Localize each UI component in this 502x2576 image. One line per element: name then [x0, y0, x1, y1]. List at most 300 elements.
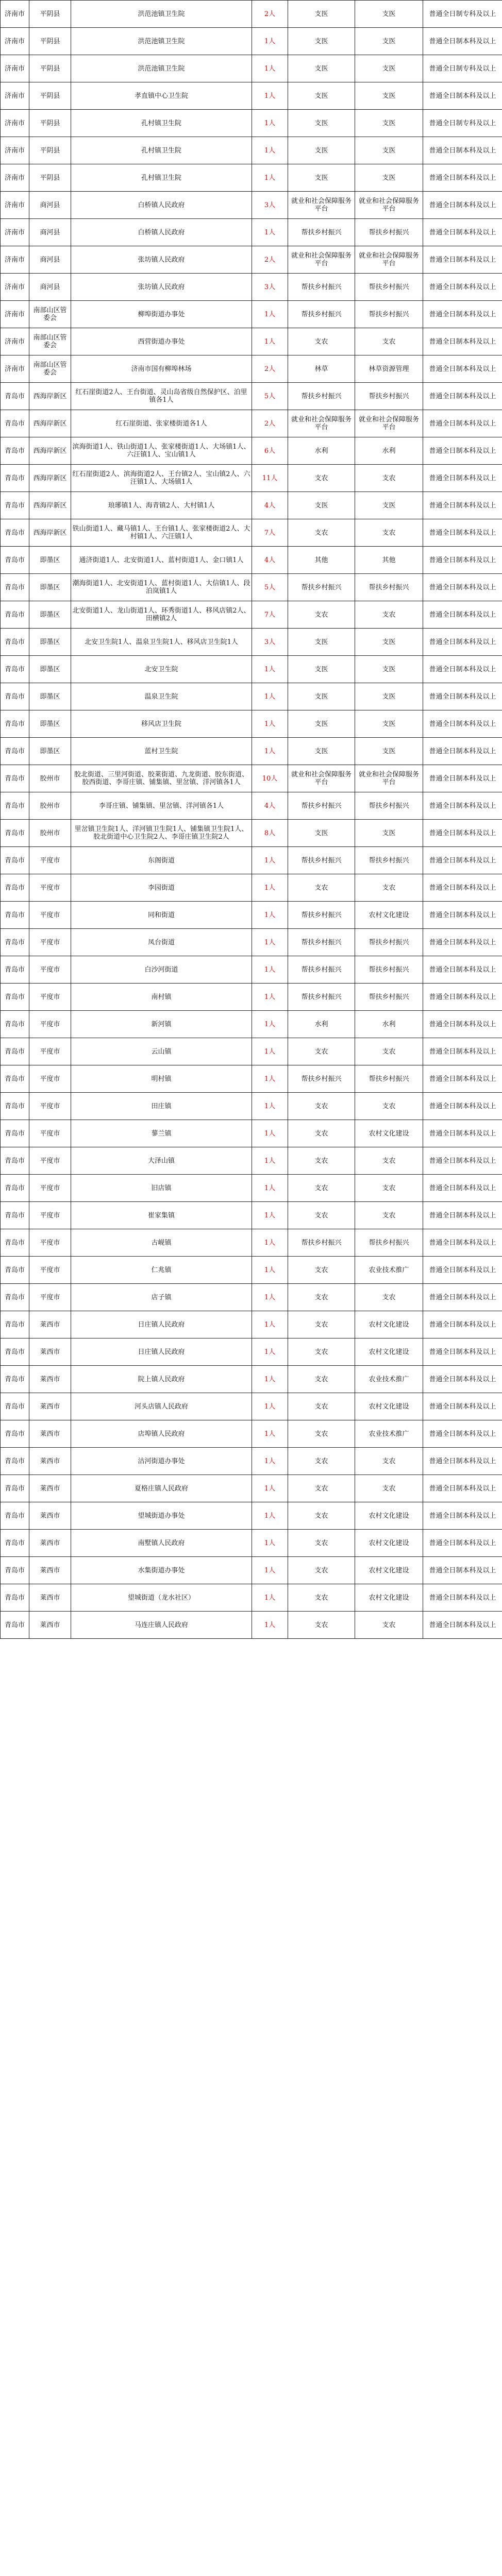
- county-cell: 即墨区: [29, 656, 71, 683]
- city-cell: 青岛市: [1, 1612, 29, 1639]
- unit-cell: 铁山街道1人、藏马镇1人、王台镇1人、张家楼街道2人、大村镇1人、六汪镇1人: [71, 519, 252, 547]
- county-cell: 平度市: [29, 847, 71, 874]
- category-cell: 支农: [288, 1584, 355, 1612]
- city-cell: 青岛市: [1, 738, 29, 765]
- table-row: [1, 1502, 502, 1530]
- table-row: [1, 1284, 502, 1311]
- position-cell: 支医: [355, 137, 423, 164]
- count-cell: 1人: [252, 1557, 288, 1584]
- position-cell: 帮扶乡村振兴: [355, 1229, 423, 1257]
- county-cell: 西海岸新区: [29, 492, 71, 519]
- category-cell: 支医: [288, 492, 355, 519]
- position-cell: 就业和社会保障服务平台: [355, 765, 423, 792]
- position-cell: 帮扶乡村振兴: [355, 956, 423, 984]
- table-row: [1, 874, 502, 902]
- category-cell: 支农: [288, 1311, 355, 1338]
- city-cell: 青岛市: [1, 847, 29, 874]
- education-cell: 普通全日制本科及以上: [423, 629, 502, 656]
- table-row: [1, 1393, 502, 1420]
- city-cell: 青岛市: [1, 1120, 29, 1147]
- unit-cell: 西营街道办事处: [71, 328, 252, 355]
- category-cell: 支医: [288, 1, 355, 28]
- unit-cell: 潮海街道1人、北安街道1人、蓝村街道1人、大信镇1人、段泊岚镇1人: [71, 574, 252, 601]
- category-cell: 支医: [288, 683, 355, 710]
- county-cell: 平度市: [29, 874, 71, 902]
- position-cell: 就业和社会保障服务平台: [355, 410, 423, 437]
- count-cell: 1人: [252, 874, 288, 902]
- table-row: [1, 519, 502, 547]
- education-cell: 普通全日制本科及以上: [423, 1475, 502, 1502]
- county-cell: 即墨区: [29, 574, 71, 601]
- unit-cell: 田庄镇: [71, 1093, 252, 1120]
- position-cell: 农村文化建设: [355, 1530, 423, 1557]
- position-cell: 支农: [355, 1147, 423, 1175]
- position-cell: 支农: [355, 328, 423, 355]
- position-cell: 就业和社会保障服务平台: [355, 192, 423, 219]
- county-cell: 平度市: [29, 1093, 71, 1120]
- position-cell: 农村文化建设: [355, 1584, 423, 1612]
- unit-cell: 云山镇: [71, 1038, 252, 1065]
- education-cell: 普通全日制本科及以上: [423, 1257, 502, 1284]
- category-cell: 支医: [288, 710, 355, 738]
- unit-cell: 李园街道: [71, 874, 252, 902]
- unit-cell: 新河镇: [71, 1011, 252, 1038]
- category-cell: 支医: [288, 164, 355, 192]
- category-cell: 支医: [288, 55, 355, 82]
- count-cell: 1人: [252, 328, 288, 355]
- unit-cell: 孔村镇卫生院: [71, 137, 252, 164]
- county-cell: 即墨区: [29, 629, 71, 656]
- category-cell: 就业和社会保障服务平台: [288, 410, 355, 437]
- category-cell: 支农: [288, 519, 355, 547]
- city-cell: 青岛市: [1, 410, 29, 437]
- count-cell: 4人: [252, 792, 288, 820]
- category-cell: 支农: [288, 1530, 355, 1557]
- position-cell: 支医: [355, 1, 423, 28]
- count-cell: 1人: [252, 110, 288, 137]
- education-cell: 普通全日制本科及以上: [423, 1038, 502, 1065]
- position-cell: 支农: [355, 601, 423, 629]
- education-cell: 普通全日制本科及以上: [423, 1584, 502, 1612]
- city-cell: 青岛市: [1, 1093, 29, 1120]
- education-cell: 普通全日制本科及以上: [423, 274, 502, 301]
- unit-cell: 夏格庄镇人民政府: [71, 1475, 252, 1502]
- count-cell: 1人: [252, 1011, 288, 1038]
- unit-cell: 明村镇: [71, 1065, 252, 1093]
- county-cell: 莱西市: [29, 1420, 71, 1448]
- education-cell: 普通全日制本科及以上: [423, 1393, 502, 1420]
- unit-cell: 仁兆镇: [71, 1257, 252, 1284]
- position-cell: 帮扶乡村振兴: [355, 984, 423, 1011]
- count-cell: 1人: [252, 1420, 288, 1448]
- category-cell: 支医: [288, 738, 355, 765]
- count-cell: 1人: [252, 738, 288, 765]
- position-cell: 其他: [355, 547, 423, 574]
- table-row: [1, 328, 502, 355]
- table-row: [1, 1338, 502, 1366]
- education-cell: 普通全日制本科及以上: [423, 547, 502, 574]
- unit-cell: 望城街道办事处: [71, 1502, 252, 1530]
- city-cell: 青岛市: [1, 1420, 29, 1448]
- unit-cell: 东阁街道: [71, 847, 252, 874]
- category-cell: 就业和社会保障服务平台: [288, 765, 355, 792]
- city-cell: 青岛市: [1, 465, 29, 492]
- category-cell: 支农: [288, 1093, 355, 1120]
- category-cell: 支农: [288, 1175, 355, 1202]
- city-cell: 青岛市: [1, 1311, 29, 1338]
- unit-cell: 红石崖街道2人、滨海街道2人、王台镇2人、宝山镇2人、六汪镇1人、大场镇1人: [71, 465, 252, 492]
- unit-cell: 张坊镇人民政府: [71, 274, 252, 301]
- count-cell: 1人: [252, 1229, 288, 1257]
- county-cell: 莱西市: [29, 1502, 71, 1530]
- category-cell: 水利: [288, 1011, 355, 1038]
- education-cell: 普通全日制本科及以上: [423, 246, 502, 274]
- city-cell: 青岛市: [1, 929, 29, 956]
- table-row: [1, 1011, 502, 1038]
- position-cell: 农村文化建设: [355, 1393, 423, 1420]
- position-cell: 帮扶乡村振兴: [355, 383, 423, 410]
- count-cell: 1人: [252, 137, 288, 164]
- education-cell: 普通全日制本科及以上: [423, 710, 502, 738]
- unit-cell: 北安卫生院1人、温泉卫生院1人、移风店卫生院1人: [71, 629, 252, 656]
- education-cell: 普通全日制本科及以上: [423, 383, 502, 410]
- table-row: [1, 219, 502, 246]
- unit-cell: 河头店镇人民政府: [71, 1393, 252, 1420]
- table-row: [1, 355, 502, 383]
- city-cell: 青岛市: [1, 383, 29, 410]
- unit-cell: 红石崖街道、张家楼街道各1人: [71, 410, 252, 437]
- category-cell: 帮扶乡村振兴: [288, 383, 355, 410]
- count-cell: 8人: [252, 820, 288, 847]
- unit-cell: 张坊镇人民政府: [71, 246, 252, 274]
- county-cell: 胶州市: [29, 792, 71, 820]
- table-row: [1, 902, 502, 929]
- county-cell: 即墨区: [29, 601, 71, 629]
- education-cell: 普通全日制本科及以上: [423, 137, 502, 164]
- city-cell: 青岛市: [1, 629, 29, 656]
- position-cell: 支医: [355, 55, 423, 82]
- unit-cell: 孔村镇卫生院: [71, 164, 252, 192]
- city-cell: 济南市: [1, 1, 29, 28]
- city-cell: 青岛市: [1, 1284, 29, 1311]
- table-row: [1, 792, 502, 820]
- position-cell: 支农: [355, 1175, 423, 1202]
- count-cell: 1人: [252, 1038, 288, 1065]
- county-cell: 南部山区管委会: [29, 301, 71, 328]
- education-cell: 普通全日制本科及以上: [423, 574, 502, 601]
- position-cell: 支农: [355, 1612, 423, 1639]
- table-row: [1, 110, 502, 137]
- unit-cell: 崔家集镇: [71, 1202, 252, 1229]
- position-cell: 农村文化建设: [355, 1120, 423, 1147]
- unit-cell: 白桥镇人民政府: [71, 219, 252, 246]
- unit-cell: 日庄镇人民政府: [71, 1311, 252, 1338]
- category-cell: 支农: [288, 1612, 355, 1639]
- county-cell: 莱西市: [29, 1311, 71, 1338]
- count-cell: 1人: [252, 1338, 288, 1366]
- category-cell: 支农: [288, 1338, 355, 1366]
- count-cell: 1人: [252, 1393, 288, 1420]
- county-cell: 平度市: [29, 1147, 71, 1175]
- county-cell: 即墨区: [29, 683, 71, 710]
- education-cell: 普通全日制本科及以上: [423, 1011, 502, 1038]
- city-cell: 济南市: [1, 137, 29, 164]
- city-cell: 青岛市: [1, 1038, 29, 1065]
- count-cell: 6人: [252, 437, 288, 465]
- table-row: [1, 492, 502, 519]
- category-cell: 帮扶乡村振兴: [288, 1229, 355, 1257]
- city-cell: 青岛市: [1, 1229, 29, 1257]
- count-cell: 2人: [252, 246, 288, 274]
- unit-cell: 琅琊镇1人、海青镇2人、大村镇1人: [71, 492, 252, 519]
- table-row: [1, 1, 502, 28]
- position-cell: 支农: [355, 1202, 423, 1229]
- count-cell: 1人: [252, 956, 288, 984]
- unit-cell: 望城街道（龙水社区）: [71, 1584, 252, 1612]
- county-cell: 西海岸新区: [29, 437, 71, 465]
- position-cell: 农业技术推广: [355, 1257, 423, 1284]
- category-cell: 支农: [288, 1202, 355, 1229]
- category-cell: 支医: [288, 137, 355, 164]
- count-cell: 1人: [252, 1530, 288, 1557]
- unit-cell: 白桥镇人民政府: [71, 192, 252, 219]
- county-cell: 平阴县: [29, 1, 71, 28]
- table-row: [1, 137, 502, 164]
- position-cell: 农村文化建设: [355, 1557, 423, 1584]
- count-cell: 1人: [252, 1366, 288, 1393]
- count-cell: 1人: [252, 1311, 288, 1338]
- county-cell: 胶州市: [29, 820, 71, 847]
- education-cell: 普通全日制本科及以上: [423, 301, 502, 328]
- count-cell: 1人: [252, 55, 288, 82]
- position-cell: 支医: [355, 110, 423, 137]
- position-cell: 帮扶乡村振兴: [355, 847, 423, 874]
- city-cell: 青岛市: [1, 1557, 29, 1584]
- city-cell: 青岛市: [1, 683, 29, 710]
- unit-cell: 济南市国有柳埠林场: [71, 355, 252, 383]
- category-cell: 帮扶乡村振兴: [288, 301, 355, 328]
- count-cell: 4人: [252, 492, 288, 519]
- city-cell: 青岛市: [1, 956, 29, 984]
- category-cell: 支农: [288, 1448, 355, 1475]
- position-cell: 帮扶乡村振兴: [355, 929, 423, 956]
- table-row: [1, 1038, 502, 1065]
- category-cell: 支农: [288, 1120, 355, 1147]
- county-cell: 西海岸新区: [29, 465, 71, 492]
- position-cell: 支农: [355, 1038, 423, 1065]
- education-cell: 普通全日制本科及以上: [423, 328, 502, 355]
- table-row: [1, 1475, 502, 1502]
- county-cell: 南部山区管委会: [29, 355, 71, 383]
- table-row: [1, 1366, 502, 1393]
- city-cell: 济南市: [1, 355, 29, 383]
- city-cell: 青岛市: [1, 1393, 29, 1420]
- count-cell: 1人: [252, 1475, 288, 1502]
- count-cell: 1人: [252, 1257, 288, 1284]
- county-cell: 商河县: [29, 192, 71, 219]
- position-cell: 林草资源管理: [355, 355, 423, 383]
- position-cell: 水利: [355, 1011, 423, 1038]
- category-cell: 支农: [288, 465, 355, 492]
- category-cell: 帮扶乡村振兴: [288, 984, 355, 1011]
- category-cell: 支农: [288, 1257, 355, 1284]
- count-cell: 1人: [252, 847, 288, 874]
- table-row: [1, 164, 502, 192]
- city-cell: 青岛市: [1, 1584, 29, 1612]
- county-cell: 商河县: [29, 219, 71, 246]
- table-row: [1, 1175, 502, 1202]
- count-cell: 1人: [252, 1284, 288, 1311]
- county-cell: 平阴县: [29, 82, 71, 110]
- unit-cell: 同和街道: [71, 902, 252, 929]
- education-cell: 普通全日制本科及以上: [423, 656, 502, 683]
- city-cell: 青岛市: [1, 1366, 29, 1393]
- category-cell: 支农: [288, 1420, 355, 1448]
- count-cell: 1人: [252, 1147, 288, 1175]
- count-cell: 5人: [252, 574, 288, 601]
- category-cell: 就业和社会保障服务平台: [288, 246, 355, 274]
- education-cell: 普通全日制本科及以上: [423, 984, 502, 1011]
- unit-cell: 洪范池镇卫生院: [71, 1, 252, 28]
- count-cell: 1人: [252, 683, 288, 710]
- education-cell: 普通全日制本科及以上: [423, 683, 502, 710]
- county-cell: 莱西市: [29, 1393, 71, 1420]
- table-row: [1, 574, 502, 601]
- county-cell: 莱西市: [29, 1366, 71, 1393]
- education-cell: 普通全日制本科及以上: [423, 1420, 502, 1448]
- category-cell: 支农: [288, 874, 355, 902]
- table-row: [1, 410, 502, 437]
- category-cell: 帮扶乡村振兴: [288, 929, 355, 956]
- city-cell: 青岛市: [1, 1175, 29, 1202]
- category-cell: 支农: [288, 1147, 355, 1175]
- category-cell: 支农: [288, 1366, 355, 1393]
- education-cell: 普通全日制本科及以上: [423, 1366, 502, 1393]
- count-cell: 1人: [252, 219, 288, 246]
- unit-cell: 洪范池镇卫生院: [71, 55, 252, 82]
- county-cell: 平度市: [29, 1038, 71, 1065]
- education-cell: 普通全日制本科及以上: [423, 1120, 502, 1147]
- county-cell: 南部山区管委会: [29, 328, 71, 355]
- city-cell: 济南市: [1, 219, 29, 246]
- table-row: [1, 984, 502, 1011]
- unit-cell: 日庄镇人民政府: [71, 1338, 252, 1366]
- city-cell: 青岛市: [1, 1147, 29, 1175]
- category-cell: 其他: [288, 547, 355, 574]
- education-cell: 普通全日制本科及以上: [423, 410, 502, 437]
- unit-cell: 白沙河街道: [71, 956, 252, 984]
- county-cell: 莱西市: [29, 1557, 71, 1584]
- county-cell: 平度市: [29, 1257, 71, 1284]
- county-cell: 西海岸新区: [29, 410, 71, 437]
- table-row: [1, 465, 502, 492]
- category-cell: 林草: [288, 355, 355, 383]
- position-cell: 帮扶乡村振兴: [355, 792, 423, 820]
- table-row: [1, 1420, 502, 1448]
- education-cell: 普通全日制本科及以上: [423, 1093, 502, 1120]
- education-cell: 普通全日制本科及以上: [423, 1311, 502, 1338]
- city-cell: 青岛市: [1, 519, 29, 547]
- education-cell: 普通全日制本科及以上: [423, 164, 502, 192]
- city-cell: 青岛市: [1, 601, 29, 629]
- category-cell: 帮扶乡村振兴: [288, 274, 355, 301]
- city-cell: 济南市: [1, 246, 29, 274]
- unit-cell: 温泉卫生院: [71, 683, 252, 710]
- position-cell: 就业和社会保障服务平台: [355, 246, 423, 274]
- category-cell: 支农: [288, 601, 355, 629]
- position-cell: 支农: [355, 1448, 423, 1475]
- unit-cell: 南村镇: [71, 984, 252, 1011]
- count-cell: 1人: [252, 82, 288, 110]
- county-cell: 平度市: [29, 1120, 71, 1147]
- unit-cell: 店子镇: [71, 1284, 252, 1311]
- county-cell: 商河县: [29, 246, 71, 274]
- county-cell: 平度市: [29, 929, 71, 956]
- county-cell: 莱西市: [29, 1448, 71, 1475]
- city-cell: 青岛市: [1, 492, 29, 519]
- county-cell: 莱西市: [29, 1584, 71, 1612]
- count-cell: 3人: [252, 192, 288, 219]
- table-row: [1, 1202, 502, 1229]
- education-cell: 普通全日制本科及以上: [423, 82, 502, 110]
- education-cell: 普通全日制本科及以上: [423, 902, 502, 929]
- table-row: [1, 1065, 502, 1093]
- city-cell: 青岛市: [1, 984, 29, 1011]
- table-row: [1, 301, 502, 328]
- position-cell: 支农: [355, 1475, 423, 1502]
- education-cell: 普通全日制本科及以上: [423, 28, 502, 55]
- count-cell: 1人: [252, 1612, 288, 1639]
- position-cell: 农业技术推广: [355, 1420, 423, 1448]
- category-cell: 帮扶乡村振兴: [288, 1065, 355, 1093]
- position-cell: 帮扶乡村振兴: [355, 574, 423, 601]
- table-row: [1, 738, 502, 765]
- table-row: [1, 629, 502, 656]
- unit-cell: 马连庄镇人民政府: [71, 1612, 252, 1639]
- table-row: [1, 1257, 502, 1284]
- city-cell: 青岛市: [1, 710, 29, 738]
- position-cell: 支农: [355, 519, 423, 547]
- table-row: [1, 929, 502, 956]
- count-cell: 1人: [252, 984, 288, 1011]
- city-cell: 青岛市: [1, 656, 29, 683]
- table-row: [1, 601, 502, 629]
- count-cell: 10人: [252, 765, 288, 792]
- table-row: [1, 710, 502, 738]
- count-cell: 1人: [252, 164, 288, 192]
- education-cell: 普通全日制本科及以上: [423, 1530, 502, 1557]
- education-cell: 普通全日制本科及以上: [423, 847, 502, 874]
- city-cell: 青岛市: [1, 574, 29, 601]
- count-cell: 1人: [252, 1584, 288, 1612]
- education-cell: 普通全日制本科及以上: [423, 929, 502, 956]
- category-cell: 帮扶乡村振兴: [288, 847, 355, 874]
- city-cell: 青岛市: [1, 1502, 29, 1530]
- education-cell: 普通全日制专科及以上: [423, 1, 502, 28]
- category-cell: 支医: [288, 28, 355, 55]
- table-row: [1, 1584, 502, 1612]
- table-row: [1, 437, 502, 465]
- table-row: [1, 82, 502, 110]
- city-cell: 青岛市: [1, 902, 29, 929]
- count-cell: 1人: [252, 1502, 288, 1530]
- county-cell: 平度市: [29, 956, 71, 984]
- position-cell: 支医: [355, 820, 423, 847]
- city-cell: 济南市: [1, 274, 29, 301]
- position-cell: 帮扶乡村振兴: [355, 219, 423, 246]
- education-cell: 普通全日制本科及以上: [423, 1557, 502, 1584]
- count-cell: 4人: [252, 547, 288, 574]
